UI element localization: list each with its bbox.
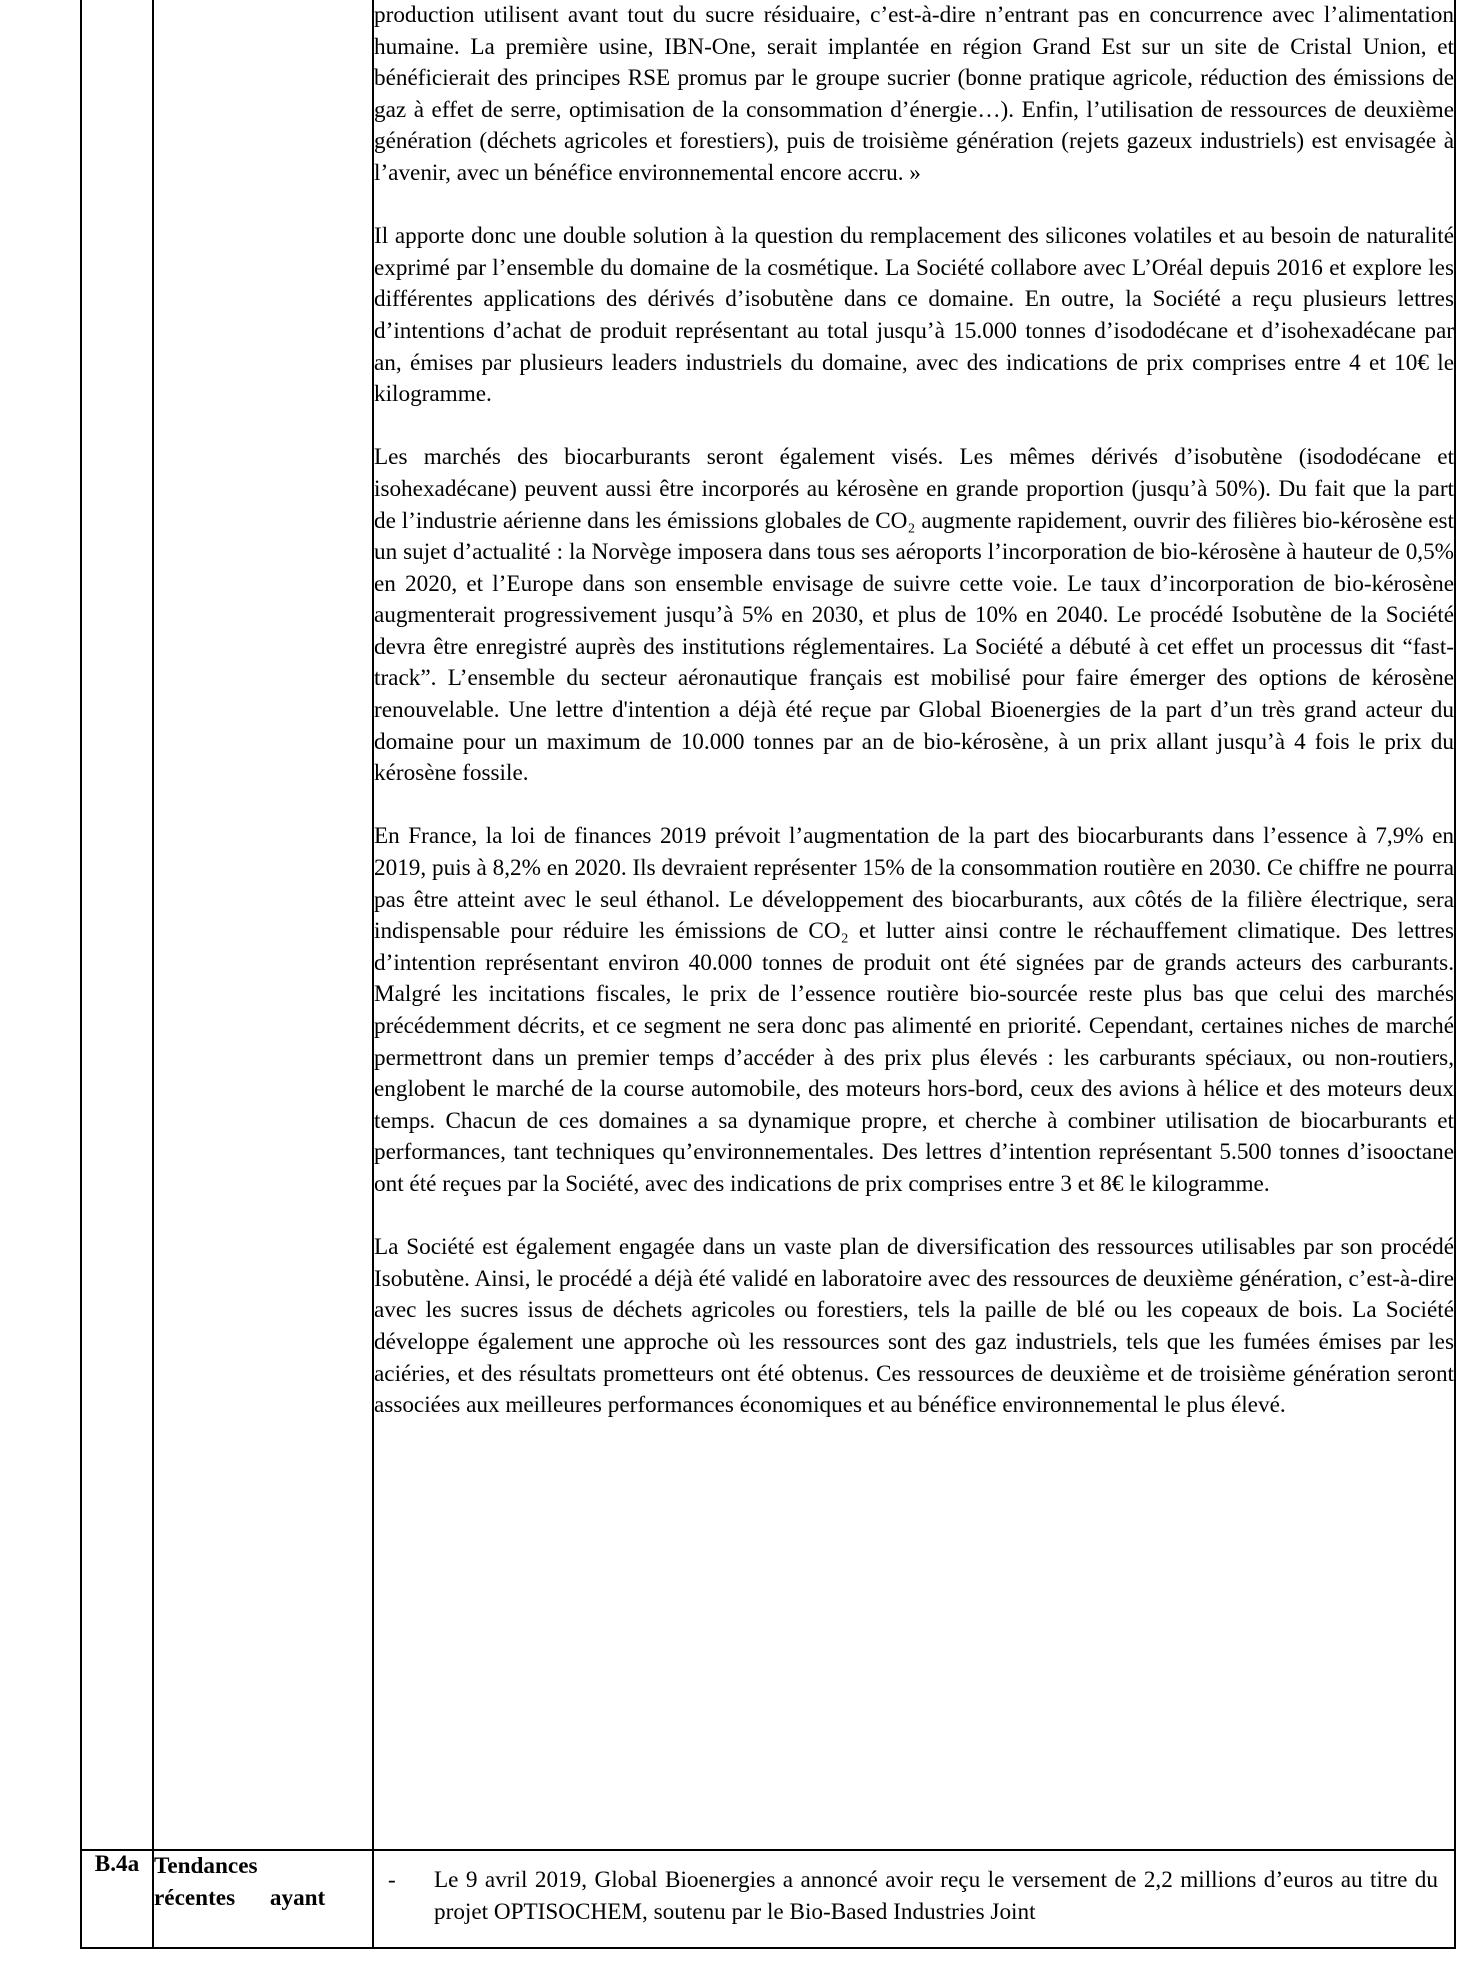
paragraph-road-fuels: En France, la loi de finances 2019 prévoit l’augmentation de la part des biocarburants dans l’essence à 7,9% en 2019, puis à 8,2% en 2020. Ils devraient représenter 15% de la consommation routière en 2030. Ce chiffre ne pourra pas être atteint avec le seul éthanol. Le développement des biocarburants, aux côtés de la filière électrique, sera indispensable pour réduire les émissions de CO₂ et lutter ainsi contre le réchauffement climatique. Des lettres d’intention représentant environ 40.000 tonnes de produit ont été signées par de grands acteurs des carburants. Malgré les incitations fiscales, le prix de l’essence routière bio-sourcée reste plus bas que celui des marchés précédemment décrits, et ce segment ne sera donc pas alimenté en priorité. Cependant, certaines niches de marché permettront dans un premier temps d’accéder à des prix plus élevés : les carburants spéciaux, ou non-routiers, englobent le marché de la course automobile, des moteurs hors-bord, ceux des avions à hélice et des moteurs deux temps. Chacun de ces domaines a sa dynamique propre, et cherche à combiner utilisation de biocarburants et performances, tant techniques qu’environnementales. Des lettres d’intention représentant 5.500 tonnes d’isooctane ont été reçues par la Société, avec des indications de prix comprises entre 3 et 8€ le kilogramme. (374, 823, 1454, 1197)
section-title-line-1: Tendances (154, 1853, 258, 1880)
paragraph-resource-diversification: La Société est également engagée dans un vaste plan de diversification des ressources utilisables par son procédé Isobutène. Ainsi, le procédé a déjà été validé en laboratoire avec des ressources de deuxième génération, c’est-à-dire avec les sucres issus de déchets agricoles ou forestiers, tels la paille de blé ou les copeaux de bois. La Société développe également une approche où les ressources sont des gaz industriels, tels que les fumées émises par les aciéries, et des résultats prometteurs ont été obtenus. Ces ressources de deuxième et de troisième génération seront associées aux meilleures performances économiques et au bénéfice environnemental le plus élevé. (374, 1234, 1454, 1419)
section-title-line-2: récentes ayant (154, 1884, 326, 1911)
list-item (374, 1851, 1454, 1928)
table-row-continuation (81, 0, 1455, 1757)
section-ref: B.4a (81, 1850, 153, 1948)
bullet-dash: - (388, 1867, 396, 1894)
section-title (153, 1850, 373, 1948)
table-row-spacer (81, 1757, 1455, 1850)
title-column-empty (153, 0, 373, 1757)
bullet-text: Le 9 avril 2019, Global Bioenergies a annoncé avoir reçu le versement de 2,2 millions d’euros au titre du projet OPTISOCHEM, soutenu par le Bio-Based Industries Joint (434, 1867, 1438, 1925)
ref-column-empty (81, 0, 153, 1757)
content-cell (373, 0, 1455, 1757)
table-row-b4a (81, 1850, 1455, 1948)
paragraph-sugar-feedstock: production utilisent avant tout du sucre résiduaire, c’est-à-dire n’entrant pas en concurrence avec l’alimentation humaine. La première usine, IBN-One, serait implantée en région Grand Est sur un site de Cristal Union, et bénéficierait des principes RSE promus par le groupe sucrier (bonne pratique agricole, réduction des émissions de gaz à effet de serre, optimisation de la consommation d’énergie…). Enfin, l’utilisation de ressources de deuxième génération (déchets agricoles et forestiers), puis de troisième génération (rejets gazeux industriels) est envisagée à l’avenir, avec un bénéfice environnemental encore accru. » (374, 2, 1454, 186)
paragraph-cosmetics: Il apporte donc une double solution à la question du remplacement des silicones volatiles et au besoin de naturalité exprimé par l’ensemble du domaine de la cosmétique. La Société collabore avec L’Oréal depuis 2016 et explore les différentes applications des dérivés d’isobutène dans ce domaine. En outre, la Société a reçu plusieurs lettres d’intentions d’achat de produit représentant au total jusqu’à 15.000 tonnes d’isododécane et d’isohexadécane par an, émises par plusieurs leaders industriels du domaine, avec des indications de prix comprises entre 4 et 10€ le kilogramme. (374, 223, 1454, 408)
section-content (373, 1850, 1455, 1948)
document-table (80, 0, 1456, 1949)
paragraph-biofuels-aviation: Les marchés des biocarburants seront également visés. Les mêmes dérivés d’isobutène (isododécane et isohexadécane) peuvent aussi être incorporés au kérosène en grande proportion (jusqu’à 50%). Du fait que la part de l’industrie aérienne dans les émissions globales de CO₂ augmente rapidement, ouvrir des filières bio-kérosène est un sujet d’actualité : la Norvège imposera dans tous ses aéroports l’incorporation de bio-kérosène à hauteur de 0,5% en 2020, et l’Europe dans son ensemble envisage de suivre cette voie. Le taux d’incorporation de bio-kérosène augmenterait progressivement jusqu’à 5% en 2030, et plus de 10% en 2040. Le procédé Isobutène de la Société devra être enregistré auprès des institutions réglementaires. La Société a débuté à cet effet un processus dit “fast-track”. L’ensemble du secteur aéronautique français est mobilisé pour faire émerger des options de kérosène renouvelable. Une lettre d'intention a déjà été reçue par Global Bioenergies de la part d’un très grand acteur du domaine pour un maximum de 10.000 tonnes par an de bio-kérosène, à un prix allant jusqu’à 4 fois le prix du kérosène fossile. (374, 444, 1454, 787)
